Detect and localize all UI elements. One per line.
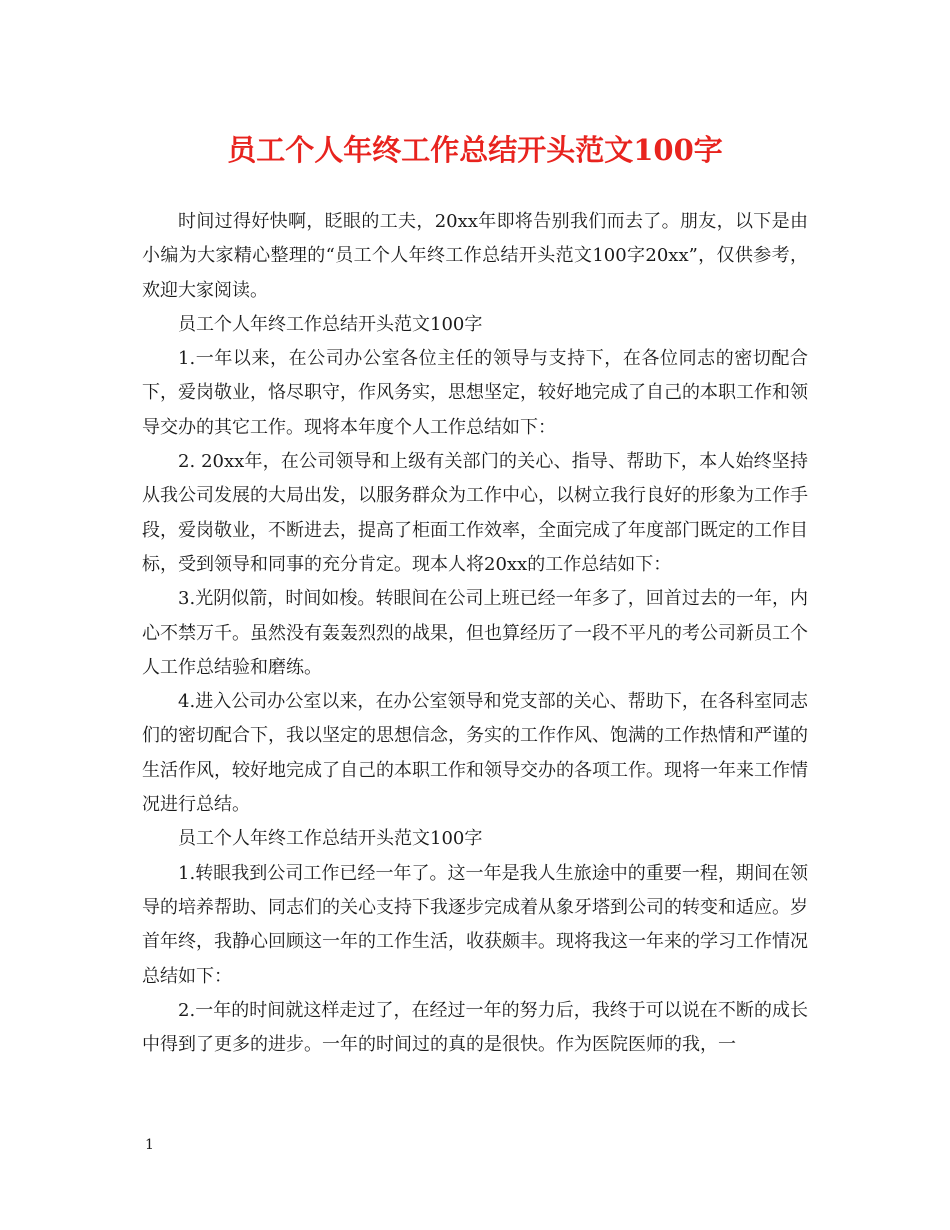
document-title: 员工个人年终工作总结开头范文100字 bbox=[227, 133, 723, 167]
paragraph-1-4: 4.进入公司办公室以来，在办公室领导和党支部的关心、帮助下，在各科室同志们的密切配合下，我以坚定的思想信念，务实的工作作风、饱满的工作热情和严谨的生活作风，较好地完成了自己的本职工作和领导交办的各项工作。现将一年来工作情况进行总结。 bbox=[142, 691, 808, 816]
section-heading-1: 员工个人年终工作总结开头范文100字 bbox=[178, 313, 483, 335]
paragraph-2-2: 2.一年的时间就这样走过了，在经过一年的努力后，我终于可以说在不断的成长中得到了更多的进步。一年的时间过的真的是很快。作为医院医师的我，一 bbox=[142, 999, 808, 1056]
paragraph-2-1: 1.转眼我到公司工作已经一年了。这一年是我人生旅途中的重要一程，期间在领导的培养帮助、同志们的关心支持下我逐步完成着从象牙塔到公司的转变和适应。岁首年终，我静心回顾这一年的工作生活，收获颇丰。现将我这一年来的学习工作情况总结如下： bbox=[142, 862, 808, 987]
page-number: 1 bbox=[145, 1137, 154, 1153]
section-heading-2: 员工个人年终工作总结开头范文100字 bbox=[178, 828, 483, 850]
paragraph-1-3: 3.光阴似箭，时间如梭。转眼间在公司上班已经一年多了，回首过去的一年，内心不禁万千。虽然没有轰轰烈烈的战果，但也算经历了一段不平凡的考公司新员工个人工作总结验和磨练。 bbox=[142, 588, 808, 678]
document-body bbox=[142, 205, 808, 1062]
paragraph-1-2: 2. 20xx年，在公司领导和上级有关部门的关心、指导、帮助下，本人始终坚持从我公司发展的大局出发，以服务群众为工作中心，以树立我行良好的形象为工作手段，爱岗敬业，不断进去，提高了柜面工作效率，全面完成了年度部门既定的工作目标，受到领导和同事的充分肯定。现本人将20xx的工作总结如下： bbox=[142, 451, 808, 575]
paragraph-1-1: 1.一年以来，在公司办公室各位主任的领导与支持下，在各位同志的密切配合下，爱岗敬业，恪尽职守，作风务实，思想坚定，较好地完成了自己的本职工作和领导交办的其它工作。现将本年度个人工作总结如下： bbox=[142, 348, 808, 438]
paragraph-intro: 时间过得好快啊，眨眼的工夫，20xx年即将告别我们而去了。朋友，以下是由小编为大家精心整理的“员工个人年终工作总结开头范文100字20xx”，仅供参考，欢迎大家阅读。 bbox=[142, 211, 808, 301]
